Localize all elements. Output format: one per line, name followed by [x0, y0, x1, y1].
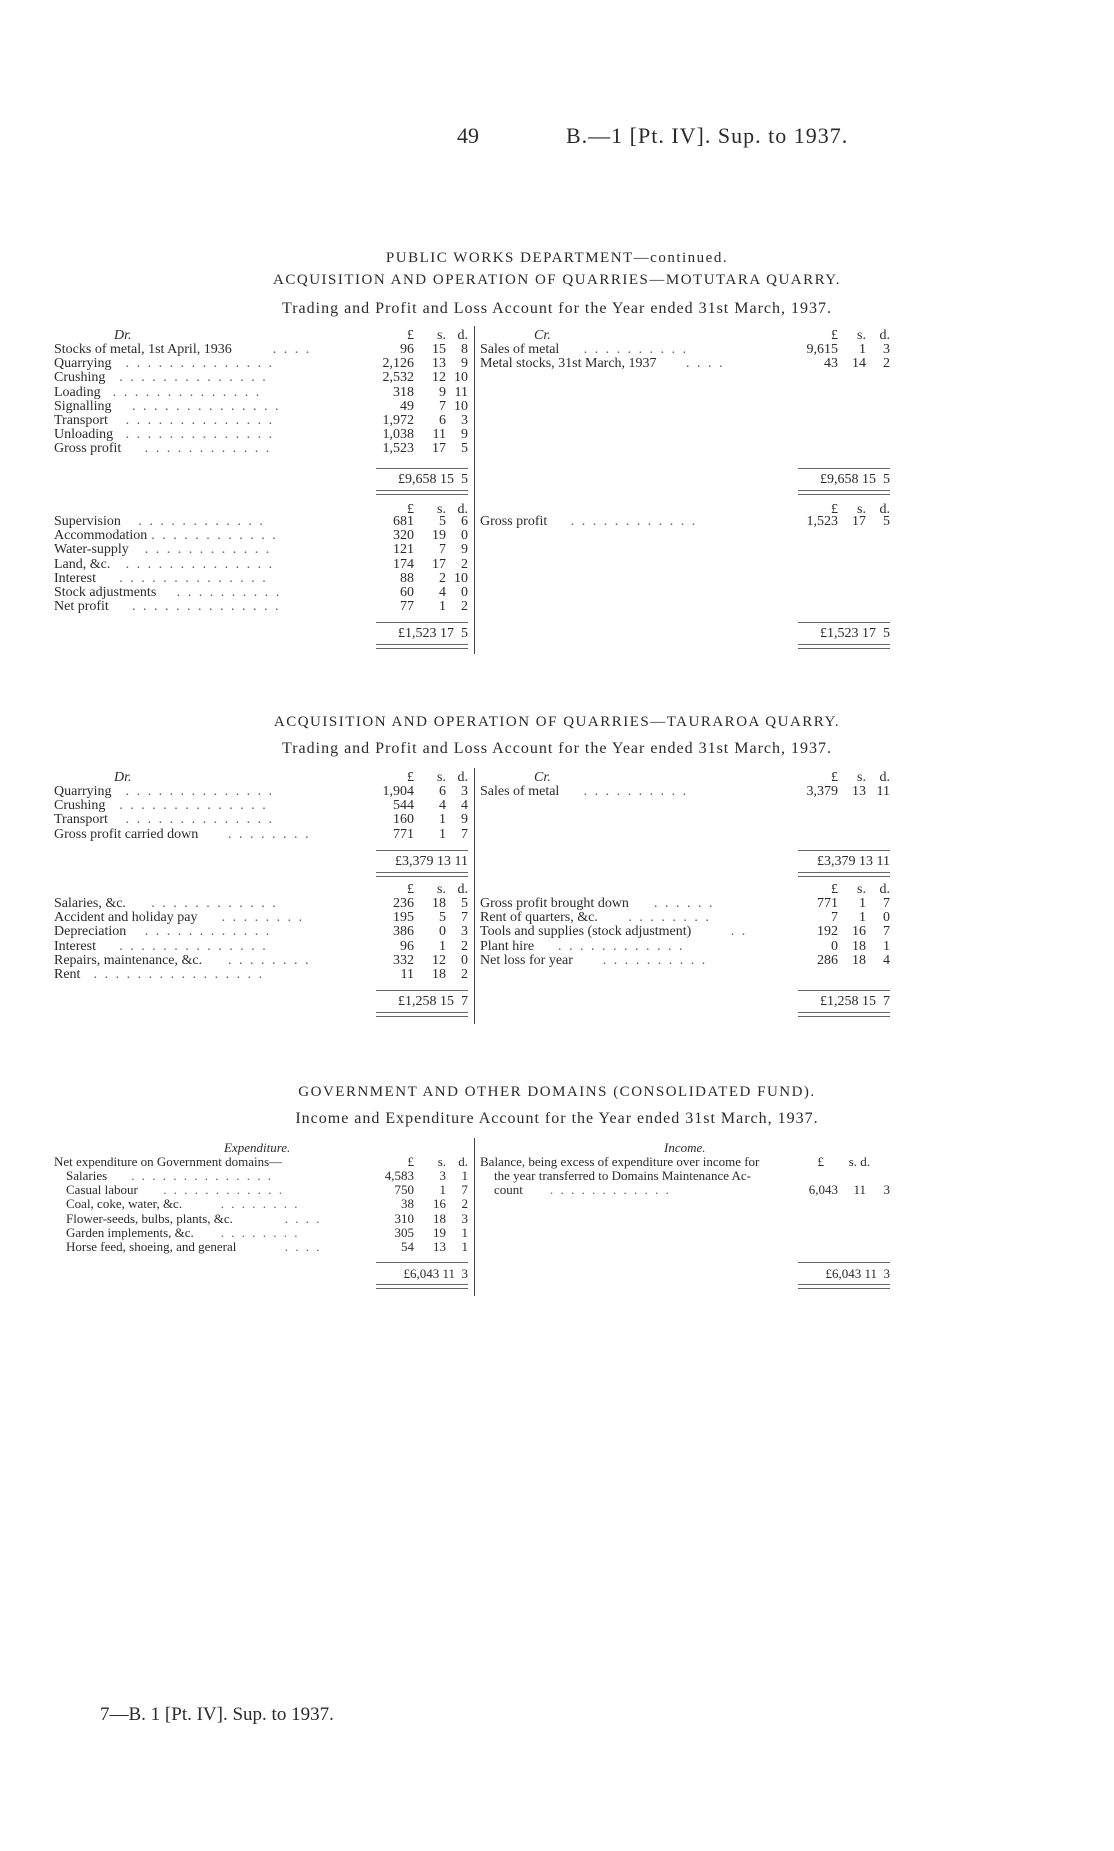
cr-label: Cr.: [534, 770, 551, 785]
domains-expenditure-row-amount-pounds: 4,583: [384, 1168, 414, 1183]
domains-total-left: £6,043 11 3: [403, 1266, 468, 1281]
motutara-pl-total-left: £1,523 17 5: [398, 626, 468, 641]
motutara-subtitle: Trading and Profit and Loss Account for the Year ended 31st March, 1937.: [281, 300, 832, 317]
motutara-trading-total-right-double-rule: [798, 490, 890, 495]
tauraroa-pl-debit-row-amount-shillings: 18: [432, 967, 446, 982]
domains-expenditure-row-label: Salaries: [66, 1168, 108, 1183]
tauraroa-pl-debit-row-amount-pounds: 236: [393, 896, 414, 911]
motutara-credit-row-label: Sales of metal: [480, 342, 560, 357]
motutara-trading-total-left-rule: [376, 468, 468, 469]
expenditure-heading: Net expenditure on Government domains—: [54, 1154, 283, 1169]
domains-expenditure-row-amount-pence: 7: [461, 1182, 468, 1198]
tauraroa-pl-total-left-double-rule: [376, 1012, 468, 1017]
motutara-pl-credit-row-amount-shillings: 17: [852, 514, 866, 529]
tauraroa-pl-debit-row-amount-shillings: 5: [439, 910, 446, 926]
domains-expenditure-row-dots: . . . . . . . . . . . . . .: [131, 1168, 273, 1183]
tauraroa-pl-credit-row-label: Gross profit brought down: [480, 896, 629, 911]
tauraroa-account: [54, 768, 898, 1026]
tauraroa-pl-credit-row-amount-shillings: 18: [852, 938, 866, 954]
motutara-pl-total-right: £1,523 17 5: [820, 626, 890, 641]
motutara-credit-row-dots: . . . .: [686, 356, 725, 372]
motutara-debit-row-label: Quarrying: [54, 356, 112, 372]
motutara-pl-debit-row-amount-pence: 2: [461, 556, 468, 572]
footer-reference: 7—B. 1 [Pt. IV]. Sup. to 1937.: [100, 1704, 334, 1725]
tauraroa-pl-debit-row-amount-pence: 5: [461, 896, 468, 911]
motutara-pl-credit-row-dots: . . . . . . . . . . . .: [570, 514, 698, 529]
motutara-credit-row-amount-shillings: 14: [852, 356, 866, 372]
tauraroa-debit-row-label: Crushing: [54, 798, 106, 814]
dr-label: Dr.: [114, 328, 132, 343]
tauraroa-left-currency-shillings: s.: [437, 770, 446, 785]
motutara-credit-row-label: Metal stocks, 31st March, 1937: [480, 356, 657, 372]
tauraroa-pl-total-right-rule: [798, 990, 890, 991]
income-currency-pounds: £: [817, 1154, 824, 1169]
tauraroa-debit-row-label: Gross profit carried down: [54, 826, 199, 842]
tauraroa-pl-total-right-double-rule: [798, 1012, 890, 1017]
domains-expenditure-row-amount-pence: 1: [461, 1239, 468, 1254]
motutara-credit-row-amount-pence: 2: [883, 356, 890, 372]
tauraroa-trading-total-left-rule: [376, 850, 468, 851]
domains-expenditure-row-amount-pence: 3: [461, 1210, 468, 1226]
domains-total-left-double-rule: [376, 1284, 468, 1289]
tauraroa-debit-row-dots: . . . . . . . . . . . . . .: [125, 812, 275, 828]
motutara-debit-row-label: Unloading: [54, 427, 114, 443]
tauraroa-pl-debit-row-label: Interest: [54, 938, 96, 954]
motutara-credit-row-amount-pounds: 43: [824, 356, 838, 372]
tauraroa-pl-credit-row-amount-shillings: 18: [852, 952, 866, 968]
tauraroa-pl-debit-row-label: Accident and holiday pay: [54, 910, 198, 926]
motutara-right-currency-pounds: £: [831, 328, 838, 343]
tauraroa-title: ACQUISITION AND OPERATION OF QUARRIES—TAURAROA QUARRY.: [273, 714, 841, 730]
motutara-debit-row-amount-pence: 5: [461, 441, 468, 457]
motutara-debit-row-amount-pence: 10: [454, 370, 468, 386]
domains-expenditure-row-amount-shillings: 1: [439, 1182, 446, 1198]
tauraroa-left-currency-pence: d.: [457, 770, 468, 785]
motutara-pl-debit-row-dots: . . . . . . . . . . . . . .: [119, 570, 268, 586]
motutara-debit-row-dots: . . . .: [272, 342, 312, 357]
tauraroa-pl-credit-row-amount-shillings: 16: [852, 924, 866, 940]
tauraroa-pl-credit-row-amount-shillings: 1: [859, 910, 866, 926]
motutara-pl-credit-row-label: Gross profit: [480, 514, 548, 529]
motutara-debit-row-amount-pounds: 1,523: [382, 441, 414, 457]
motutara-pl-debit-row-label: Net profit: [54, 599, 109, 615]
document-reference: B.—1 [Pt. IV]. Sup. to 1937.: [566, 123, 849, 148]
motutara-pl-debit-row-amount-shillings: 19: [432, 528, 446, 544]
motutara-trading-total-left: £9,658 15 5: [398, 472, 468, 487]
motutara-debit-row-amount-pounds: 1,972: [382, 413, 414, 428]
tauraroa-pl-credit-row-dots: . . . . . .: [654, 896, 715, 911]
motutara-pl-debit-row-amount-pounds: 121: [393, 542, 414, 558]
domains-expenditure-row-amount-shillings: 16: [433, 1196, 446, 1212]
tauraroa-pl-credit-row-amount-pence: 1: [883, 938, 890, 954]
tauraroa-pl-credit-row-label: Net loss for year: [480, 952, 573, 968]
motutara-pl-debit-row-dots: . . . . . . . . . . . . . .: [125, 556, 275, 572]
motutara-debit-row-label: Gross profit: [54, 441, 122, 457]
motutara-pl-debit-row-amount-pounds: 681: [393, 514, 414, 529]
tauraroa-pl-debit-row-amount-pence: 0: [461, 952, 468, 968]
tauraroa-debit-row-amount-pounds: 771: [393, 826, 414, 842]
motutara-debit-row-label: Signalling: [54, 398, 112, 414]
motutara-pl-right-currency-pounds: £: [831, 502, 838, 517]
motutara-pl-debit-row-amount-pence: 9: [461, 542, 468, 558]
motutara-debit-row-amount-shillings: 7: [439, 398, 446, 414]
tauraroa-pl-right-currency-pounds: £: [831, 882, 838, 897]
tauraroa-credit-row-label: Sales of metal: [480, 784, 560, 799]
tauraroa-left-currency-pounds: £: [407, 770, 414, 785]
tauraroa-pl-credit-row-amount-pounds: 7: [831, 910, 838, 926]
motutara-debit-row-amount-shillings: 6: [439, 413, 446, 428]
income-text-line: Balance, being excess of expenditure over income for: [480, 1154, 760, 1169]
domains-left-currency-pence: d.: [458, 1154, 468, 1169]
motutara-debit-row-amount-pence: 8: [461, 342, 468, 357]
domains-expenditure-row-amount-pence: 1: [461, 1224, 468, 1240]
tauraroa-pl-credit-row-label: Tools and supplies (stock adjustment): [480, 924, 692, 940]
motutara-trading-total-left-double-rule: [376, 490, 468, 495]
domains-expenditure-row-label: Casual labour: [66, 1182, 138, 1198]
cr-label: Cr.: [534, 328, 551, 343]
motutara-debit-row-amount-pounds: 2,126: [382, 356, 414, 372]
tauraroa-credit-row-dots: . . . . . . . . . .: [583, 784, 689, 799]
motutara-title: ACQUISITION AND OPERATION OF QUARRIES—MOTUTARA QUARRY.: [273, 272, 841, 288]
tauraroa-debit-row-amount-pounds: 160: [393, 812, 414, 828]
motutara-debit-row-label: Loading: [54, 384, 101, 400]
tauraroa-trading-total-right-rule: [798, 850, 890, 851]
domains-expenditure-row-amount-pounds: 38: [401, 1196, 414, 1212]
tauraroa-pl-left-currency-shillings: s.: [437, 882, 446, 897]
motutara-left-currency-pence: d.: [457, 328, 468, 343]
tauraroa-pl-total-right: £1,258 15 7: [820, 994, 890, 1009]
tauraroa-debit-row-label: Transport: [54, 812, 108, 828]
domains-expenditure-row-amount-pounds: 305: [394, 1224, 414, 1240]
domains-expenditure-row-dots: . . . . . . . . . . . .: [163, 1182, 284, 1198]
tauraroa-pl-debit-row-amount-pence: 3: [461, 924, 468, 940]
tauraroa-pl-right-currency-pence: d.: [879, 882, 890, 897]
tauraroa-pl-debit-row-dots: . . . . . . . . . . . . . .: [119, 938, 268, 954]
tauraroa-pl-credit-row-dots: . . . . . . . . . . . .: [558, 938, 685, 954]
motutara-pl-right-currency-pence: d.: [879, 502, 890, 517]
domains-expenditure-row-amount-shillings: 13: [433, 1239, 446, 1254]
domains-account: [54, 1138, 898, 1298]
motutara-pl-debit-row-dots: . . . . . . . . . . . . . .: [132, 599, 281, 615]
motutara-debit-row-amount-pence: 9: [461, 356, 468, 372]
tauraroa-pl-credit-row-dots: . . . . . . . .: [628, 910, 711, 926]
motutara-credit-row-amount-pounds: 9,615: [806, 342, 838, 357]
domains-expenditure-row-label: Flower-seeds, bulbs, plants, &c.: [66, 1210, 233, 1226]
motutara-debit-row-amount-pence: 11: [454, 384, 468, 400]
tauraroa-pl-credit-row-label: Plant hire: [480, 938, 535, 954]
motutara-pl-debit-row-label: Stock adjustments: [54, 585, 157, 600]
motutara-pl-debit-row-amount-pence: 0: [461, 585, 468, 600]
motutara-debit-row-amount-pounds: 49: [400, 398, 414, 414]
tauraroa-pl-debit-row-dots: . . . . . . . . . . . .: [144, 924, 272, 940]
tauraroa-pl-total-left: £1,258 15 7: [398, 994, 468, 1009]
tauraroa-debit-row-amount-pence: 4: [461, 798, 468, 814]
tauraroa-debit-row-amount-pence: 3: [461, 784, 468, 799]
tauraroa-pl-debit-row-amount-pence: 2: [461, 967, 468, 982]
tauraroa-pl-credit-row-amount-pence: 4: [883, 952, 890, 968]
motutara-pl-debit-row-amount-pounds: 60: [400, 585, 414, 600]
domains-expenditure-row-amount-pence: 1: [461, 1168, 468, 1183]
domains-total-right-rule: [798, 1262, 890, 1263]
tauraroa-debit-row-amount-shillings: 6: [439, 784, 446, 799]
motutara-debit-row-amount-pounds: 1,038: [382, 427, 414, 443]
tauraroa-pl-debit-row-label: Depreciation: [54, 924, 127, 940]
motutara-debit-row-dots: . . . . . . . . . . . . . .: [125, 356, 275, 372]
tauraroa-pl-credit-row-amount-pence: 7: [883, 924, 890, 940]
motutara-pl-left-currency-pence: d.: [457, 502, 468, 517]
domains-expenditure-row-amount-pounds: 750: [394, 1182, 414, 1198]
tauraroa-debit-row-dots: . . . . . . . . . . . . . .: [125, 784, 275, 799]
domains-expenditure-row-dots: . . . . . . . .: [220, 1224, 300, 1240]
motutara-pl-left-currency-pounds: £: [407, 502, 414, 517]
income-text-line: count: [494, 1182, 523, 1198]
motutara-debit-row-amount-pounds: 2,532: [382, 370, 414, 386]
motutara-pl-debit-row-label: Water-supply: [54, 542, 129, 558]
tauraroa-pl-right-currency-shillings: s.: [857, 882, 866, 897]
motutara-pl-debit-row-amount-pence: 0: [461, 528, 468, 544]
motutara-credit-row-amount-shillings: 1: [859, 342, 866, 357]
motutara-debit-row-amount-shillings: 12: [432, 370, 446, 386]
motutara-debit-row-amount-shillings: 11: [432, 427, 446, 443]
motutara-pl-debit-row-label: Accommodation: [54, 528, 148, 544]
domains-left-currency-shillings: s.: [437, 1154, 446, 1169]
motutara-pl-total-right-rule: [798, 622, 890, 623]
motutara-pl-debit-row-label: Interest: [54, 570, 96, 586]
domains-title: GOVERNMENT AND OTHER DOMAINS (CONSOLIDATED FUND).: [298, 1084, 816, 1100]
domains-expenditure-row-dots: . . . .: [284, 1239, 322, 1254]
motutara-pl-total-right-double-rule: [798, 644, 890, 649]
tauraroa-trading-total-right-double-rule: [798, 872, 890, 877]
motutara-trading-total-right: £9,658 15 5: [820, 472, 890, 487]
tauraroa-pl-debit-row-dots: . . . . . . . . . . . . . . . .: [93, 967, 265, 982]
tauraroa-pl-credit-row-label: Rent of quarters, &c.: [480, 910, 598, 926]
tauraroa-credit-row-amount-shillings: 13: [852, 784, 866, 799]
motutara-pl-debit-row-dots: . . . . . . . . . . . .: [151, 528, 278, 544]
motutara-debit-row-amount-pence: 10: [454, 398, 468, 414]
dr-label: Dr.: [114, 770, 132, 785]
tauraroa-pl-credit-row-amount-pence: 7: [883, 896, 890, 911]
motutara-debit-row-amount-shillings: 17: [432, 441, 446, 457]
domains-expenditure-row-label: Horse feed, shoeing, and general: [66, 1239, 237, 1254]
motutara-debit-row-label: Transport: [54, 413, 108, 428]
tauraroa-credit-row-amount-pounds: 3,379: [806, 784, 838, 799]
motutara-pl-credit-row-amount-pence: 5: [883, 514, 890, 529]
domains-total-right: £6,043 11 3: [825, 1266, 890, 1281]
motutara-pl-credit-row-amount-pounds: 1,523: [806, 514, 838, 529]
tauraroa-pl-debit-row-amount-pence: 7: [461, 910, 468, 926]
tauraroa-trading-total-left-double-rule: [376, 872, 468, 877]
tauraroa-debit-row-amount-shillings: 1: [439, 812, 446, 828]
motutara-debit-row-dots: . . . . . . . . . . . . . .: [132, 398, 281, 414]
tauraroa-pl-debit-row-amount-pounds: 386: [393, 924, 414, 940]
motutara-pl-debit-row-amount-shillings: 1: [439, 599, 446, 615]
tauraroa-subtitle: Trading and Profit and Loss Account for the Year ended 31st March, 1937.: [281, 740, 832, 757]
motutara-pl-debit-row-amount-pence: 2: [461, 599, 468, 615]
motutara-debit-row-amount-pounds: 318: [393, 384, 414, 400]
tauraroa-pl-debit-row-amount-pounds: 332: [393, 952, 414, 968]
tauraroa-debit-row-amount-pounds: 544: [393, 798, 414, 814]
tauraroa-divider: [474, 768, 475, 1024]
tauraroa-pl-debit-row-amount-shillings: 12: [432, 952, 446, 968]
motutara-pl-total-left-double-rule: [376, 644, 468, 649]
motutara-credit-row-amount-pence: 3: [883, 342, 890, 357]
tauraroa-debit-row-amount-pence: 9: [461, 812, 468, 828]
tauraroa-pl-credit-row-amount-pence: 0: [883, 910, 890, 926]
motutara-pl-debit-row-label: Land, &c.: [54, 556, 111, 572]
motutara-pl-debit-row-amount-pounds: 174: [393, 556, 414, 572]
domains-expenditure-row-amount-shillings: 3: [439, 1168, 446, 1183]
tauraroa-pl-credit-row-amount-pounds: 286: [817, 952, 838, 968]
income-amount-pounds: 6,043: [808, 1182, 838, 1197]
tauraroa-pl-debit-row-amount-shillings: 1: [439, 938, 446, 954]
tauraroa-debit-row-dots: . . . . . . . . . . . . . .: [119, 798, 268, 814]
motutara-pl-debit-row-amount-shillings: 2: [439, 570, 446, 586]
motutara-debit-row-amount-pence: 3: [461, 413, 468, 428]
domains-expenditure-row-dots: . . . .: [284, 1210, 322, 1226]
tauraroa-pl-credit-row-dots: . .: [730, 924, 748, 940]
tauraroa-debit-row-label: Quarrying: [54, 784, 112, 799]
tauraroa-pl-debit-row-dots: . . . . . . . .: [221, 910, 305, 926]
income-currency-pence: s. d.: [848, 1154, 870, 1169]
tauraroa-pl-credit-row-amount-pounds: 0: [831, 938, 838, 954]
income-label: Income.: [664, 1140, 706, 1155]
domains-divider: [474, 1138, 475, 1296]
motutara-pl-debit-row-amount-shillings: 17: [432, 556, 446, 572]
tauraroa-right-currency-pounds: £: [831, 770, 838, 785]
tauraroa-debit-row-amount-pounds: 1,904: [382, 784, 414, 799]
tauraroa-debit-row-amount-shillings: 1: [439, 826, 446, 842]
motutara-pl-total-left-rule: [376, 622, 468, 623]
motutara-debit-row-amount-shillings: 15: [432, 342, 446, 357]
tauraroa-pl-debit-row-dots: . . . . . . . . . . . .: [151, 896, 278, 911]
motutara-debit-row-amount-pounds: 96: [400, 342, 414, 357]
tauraroa-pl-debit-row-amount-shillings: 18: [432, 896, 446, 911]
tauraroa-trading-total-right: £3,379 13 11: [817, 854, 890, 869]
motutara-account: [54, 326, 898, 656]
motutara-divider: [474, 326, 475, 654]
domains-expenditure-row-amount-pounds: 54: [401, 1239, 414, 1254]
tauraroa-right-currency-pence: d.: [879, 770, 890, 785]
motutara-pl-debit-row-amount-pounds: 320: [393, 528, 414, 544]
motutara-pl-debit-row-dots: . . . . . . . . . .: [176, 585, 282, 600]
tauraroa-pl-debit-row-dots: . . . . . . . .: [228, 952, 311, 968]
tauraroa-right-currency-shillings: s.: [857, 770, 866, 785]
motutara-right-currency-pence: d.: [879, 328, 890, 343]
tauraroa-debit-row-amount-shillings: 4: [439, 798, 446, 814]
motutara-trading-total-right-rule: [798, 468, 890, 469]
domains-expenditure-row-amount-pounds: 310: [394, 1210, 414, 1226]
domains-expenditure-row-amount-shillings: 19: [433, 1224, 446, 1240]
motutara-pl-debit-row-amount-pounds: 77: [400, 599, 414, 615]
income-text-line: the year transferred to Domains Maintenance Ac-: [494, 1168, 752, 1184]
motutara-pl-debit-row-amount-shillings: 7: [439, 542, 446, 558]
tauraroa-pl-debit-row-label: Rent: [54, 967, 81, 982]
tauraroa-pl-credit-row-amount-shillings: 1: [859, 896, 866, 911]
motutara-debit-row-label: Crushing: [54, 370, 106, 386]
motutara-pl-debit-row-label: Supervision: [54, 514, 121, 529]
motutara-debit-row-dots: . . . . . . . . . . . . . .: [119, 370, 268, 386]
tauraroa-pl-left-currency-pence: d.: [457, 882, 468, 897]
tauraroa-pl-debit-row-amount-pounds: 195: [393, 910, 414, 926]
tauraroa-pl-debit-row-amount-pence: 2: [461, 938, 468, 954]
motutara-debit-row-amount-shillings: 9: [439, 384, 446, 400]
income-amount-pence: 3: [883, 1182, 890, 1197]
motutara-pl-debit-row-dots: . . . . . . . . . . . .: [138, 514, 265, 529]
tauraroa-pl-debit-row-amount-shillings: 0: [439, 924, 446, 940]
domains-left-currency-pounds: £: [407, 1154, 414, 1169]
tauraroa-debit-row-dots: . . . . . . . .: [228, 826, 311, 842]
motutara-right-currency-shillings: s.: [857, 328, 866, 343]
expenditure-label: Expenditure.: [224, 1140, 291, 1155]
domains-total-left-rule: [376, 1262, 468, 1263]
tauraroa-pl-credit-row-amount-pounds: 192: [817, 924, 838, 940]
motutara-pl-debit-row-amount-pence: 6: [461, 514, 468, 529]
tauraroa-pl-left-currency-pounds: £: [407, 882, 414, 897]
domains-expenditure-row-label: Coal, coke, water, &c.: [66, 1196, 183, 1212]
motutara-pl-debit-row-amount-pounds: 88: [400, 570, 414, 586]
motutara-pl-right-currency-shillings: s.: [857, 502, 866, 517]
domains-expenditure-row-amount-shillings: 18: [433, 1210, 446, 1226]
motutara-pl-debit-row-amount-pence: 10: [454, 570, 468, 586]
tauraroa-pl-debit-row-amount-pounds: 11: [400, 967, 414, 982]
tauraroa-credit-row-amount-pence: 11: [876, 784, 890, 799]
motutara-left-currency-shillings: s.: [437, 328, 446, 343]
motutara-debit-row-amount-pence: 9: [461, 427, 468, 443]
domains-total-right-double-rule: [798, 1284, 890, 1289]
motutara-pl-debit-row-amount-shillings: 5: [439, 514, 446, 529]
motutara-debit-row-dots: . . . . . . . . . . . . . .: [112, 384, 262, 400]
income-amount-shillings: 11: [853, 1182, 866, 1197]
motutara-pl-debit-row-amount-shillings: 4: [439, 585, 446, 600]
motutara-left-currency-pounds: £: [407, 328, 414, 343]
page-number: 49: [457, 123, 479, 148]
motutara-pl-debit-row-dots: . . . . . . . . . . . .: [144, 542, 272, 558]
motutara-debit-row-dots: . . . . . . . . . . . . . .: [125, 427, 275, 443]
motutara-debit-row-label: Stocks of metal, 1st April, 1936: [54, 342, 232, 357]
motutara-pl-left-currency-shillings: s.: [437, 502, 446, 517]
tauraroa-pl-debit-row-label: Repairs, maintenance, &c.: [54, 952, 203, 968]
tauraroa-debit-row-amount-pence: 7: [461, 826, 468, 842]
tauraroa-trading-total-left: £3,379 13 11: [395, 854, 468, 869]
motutara-debit-row-amount-shillings: 13: [432, 356, 446, 372]
domains-expenditure-row-label: Garden implements, &c.: [66, 1224, 194, 1240]
tauraroa-pl-debit-row-label: Salaries, &c.: [54, 896, 126, 911]
motutara-credit-row-dots: . . . . . . . . . .: [583, 342, 689, 357]
domains-expenditure-row-dots: . . . . . . . .: [220, 1196, 300, 1212]
tauraroa-pl-debit-row-amount-pounds: 96: [400, 938, 414, 954]
tauraroa-pl-credit-row-dots: . . . . . . . . . .: [602, 952, 708, 968]
department-title: PUBLIC WORKS DEPARTMENT—continued.: [385, 250, 729, 266]
domains-subtitle: Income and Expenditure Account for the Year ended 31st March, 1937.: [295, 1110, 819, 1127]
income-dots: . . . . . . . . . . . .: [550, 1182, 671, 1197]
motutara-debit-row-dots: . . . . . . . . . . . .: [144, 441, 272, 457]
motutara-debit-row-dots: . . . . . . . . . . . . . .: [125, 413, 275, 428]
tauraroa-pl-credit-row-amount-pounds: 771: [817, 896, 838, 911]
tauraroa-pl-total-left-rule: [376, 990, 468, 991]
domains-expenditure-row-amount-pence: 2: [461, 1196, 468, 1212]
